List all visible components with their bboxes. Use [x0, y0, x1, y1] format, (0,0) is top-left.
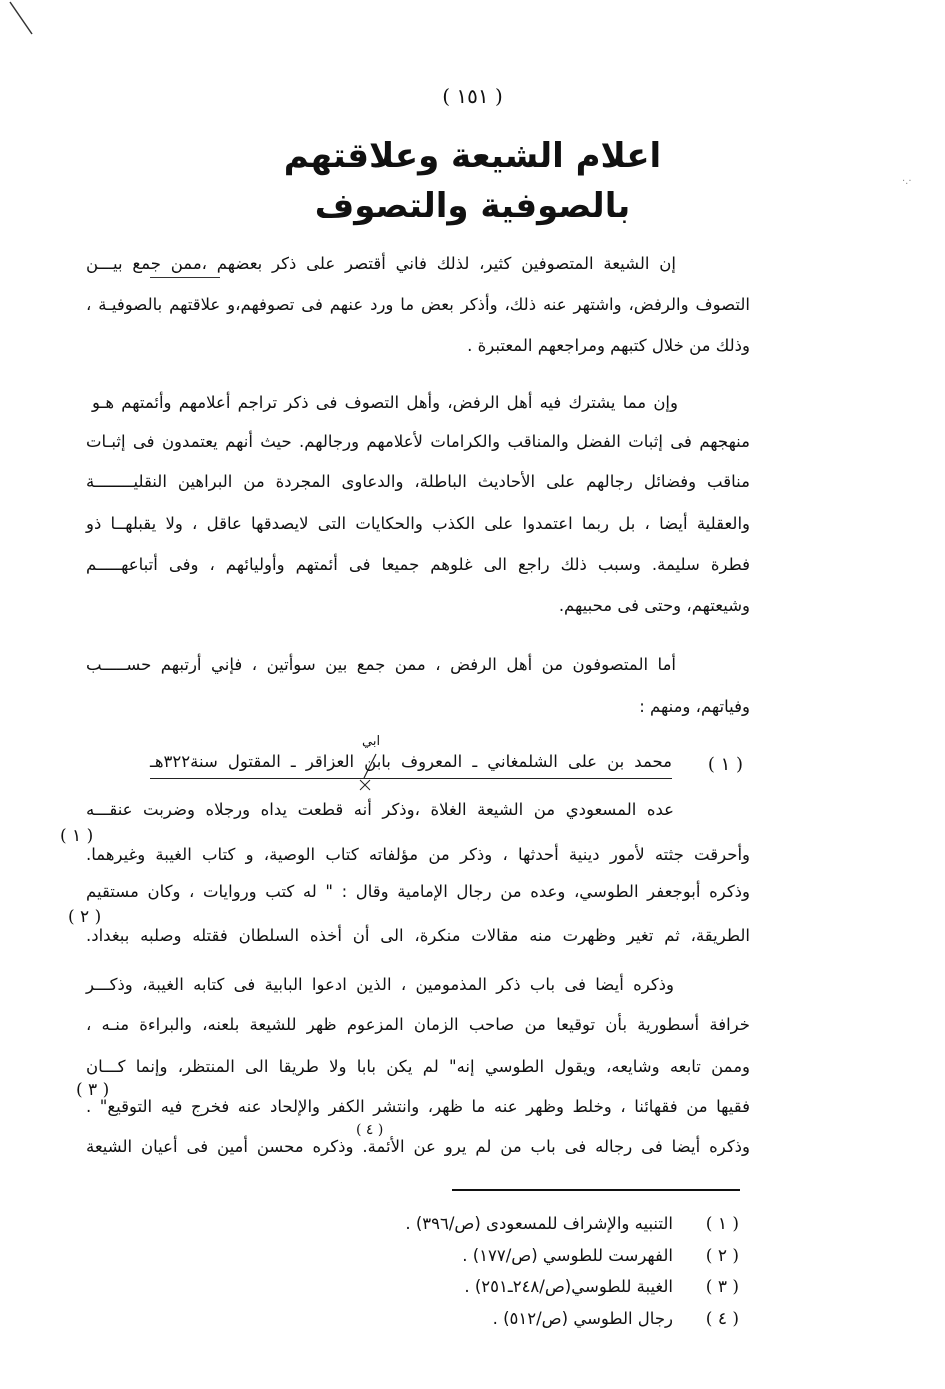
footnote-separator: [452, 1189, 740, 1191]
footnote-number: ( ٣ ): [705, 1277, 739, 1297]
intro-line-1: إن الشيعة المتصوفين كثير، لذلك فاني أقتصر على ذكر بعضهم ،ممن جمع بيـــن: [86, 254, 676, 273]
para2-line-2: منهجهم فى إثبات الفضل والمناقب والكرامات لأعلامهم ورجالهم. حيث أنهم يعتمدون فى إثبـات: [86, 432, 750, 451]
para5-line-3: وممن تابعه وشايعه، ويقول الطوسي إنه" لم يكن بابا ولا طريقا الى المنتظر، وإنما كـــان: [86, 1057, 750, 1076]
para2-line-3: مناقب وفضائل رجالهم على الأحاديث الباطلة، والدعاوى المجردة من البراهين النقليــــــــة: [86, 472, 750, 491]
page-subtitle: بالصوفية والتصوف: [314, 186, 631, 226]
scan-speck: ·.·: [902, 176, 912, 187]
footnote-mark-1: ( ١ ): [60, 826, 94, 846]
para2-line-5: فطرة سليمة. وسبب ذلك راجع الى غلوهم جميعا فى أئمتهم وأوليائهم ، وفى أتباعهـــــم: [86, 555, 750, 574]
footnote-text: التنبيه والإشراف للمسعودى (ص/٣٩٦) .: [405, 1214, 673, 1233]
para3-line-1: أما المتصوفون من أهل الرفض ، ممن جمع بين سوأتين ، فإني أرتبهم حســـــب: [86, 655, 676, 674]
page-title: اعلام الشيعة وعلاقتهم: [283, 136, 662, 176]
para2-line-6: وشيعتهم، وحتى فى محبيهم.: [558, 596, 750, 615]
entry-heading: محمد بن على الشلمغاني ـ المعروف بابن العزاقر ـ المقتول سنة٣٢٢هـ: [150, 752, 672, 771]
intro-line-3: وذلك من خلال كتبهم ومراجعهم المعتبرة .: [467, 336, 750, 355]
para4-line-3: وذكره أبوجعفر الطوسي، وعده من رجال الإمامية وقال : " له كتب وروايات ، وكان مستقيم: [86, 882, 750, 901]
para2-line-1: وإن مما يشترك فيه أهل الرفض، وأهل التصوف فى ذكر تراجم أعلامهم وأئمتهم هـو: [92, 393, 678, 412]
para4-line-4: الطريقة، ثم تغير وظهرت منه مقالات منكرة، الى أن أخذه السلطان فقتله وصلبه ببغداد.: [86, 926, 750, 945]
footnote-mark-4: ( ٤ ): [356, 1122, 384, 1138]
para4-line-2: وأحرقت جثته لأمور دينية أحدثها ، وذكر من مؤلفاته كتاب الوصية، و كتاب الغيبة وغيرهما.: [86, 845, 750, 864]
footnote-mark-3: ( ٣ ): [76, 1080, 110, 1100]
para2-line-4: والعقلية أيضا ، بل ربما اعتمدوا على الكذب والحكايات التى لايصدقها عاقل ، ولا يقبلهــا ذو: [86, 514, 750, 533]
handwritten-underline: [150, 277, 220, 278]
handwritten-insert: ابي: [362, 734, 381, 749]
footnote-text: الغيبة للطوسي(ص/٢٤٨ـ٢٥١) .: [464, 1277, 673, 1296]
page-number: ( ١٥١ ): [442, 84, 503, 108]
scan-corner-mark: [6, 0, 36, 40]
footnote-number: ( ٢ ): [705, 1246, 739, 1266]
footnote-number: ( ٤ ): [705, 1309, 739, 1329]
para5-line-2: خرافة أسطورية بأن توقيعا من صاحب الزمان المزعوم ظهر للشيعة بلعنه، والبراءة منـه ،: [86, 1015, 750, 1034]
footnote-text: الفهرست للطوسي (ص/١٧٧) .: [462, 1246, 673, 1265]
para5-line-1: وذكره أيضا فى باب ذكر المذمومين ، الذين ادعوا البابية فى كتابه الغيبة، وذكـــر: [86, 975, 674, 994]
footnote-number: ( ١ ): [705, 1214, 739, 1234]
entry-underline: [150, 778, 672, 779]
footnote-text: رجال الطوسي (ص/٥١٢) .: [492, 1309, 673, 1328]
entry-number: ( ١ ): [707, 754, 743, 775]
para4-line-1: عده المسعودي من الشيعة الغلاة ،وذكر أنه قطعت يداه ورجلاه وضربت عنقـــه: [86, 800, 674, 819]
footnote-mark-2: ( ٢ ): [68, 907, 102, 927]
para5-line-5: وذكره أيضا فى رجاله فى باب من لم يرو عن الأئمة. وذكره محسن أمين فى أعيان الشيعة: [86, 1137, 750, 1156]
intro-line-2: التصوف والرفض، واشتهر عنه ذلك، وأذكر بعض ما ورد عنهم فى تصوفهم،و علاقتهم بالصوفيـة ،: [86, 295, 750, 314]
para3-line-2: وفياتهم، ومنهم :: [639, 697, 750, 716]
para5-line-4: فقيها من فقهائنا ، وخلط وظهر عنه ما ظهر، وانتشر الكفر والإلحاد عنه فخرج فيه التوقيع" .: [86, 1097, 750, 1116]
